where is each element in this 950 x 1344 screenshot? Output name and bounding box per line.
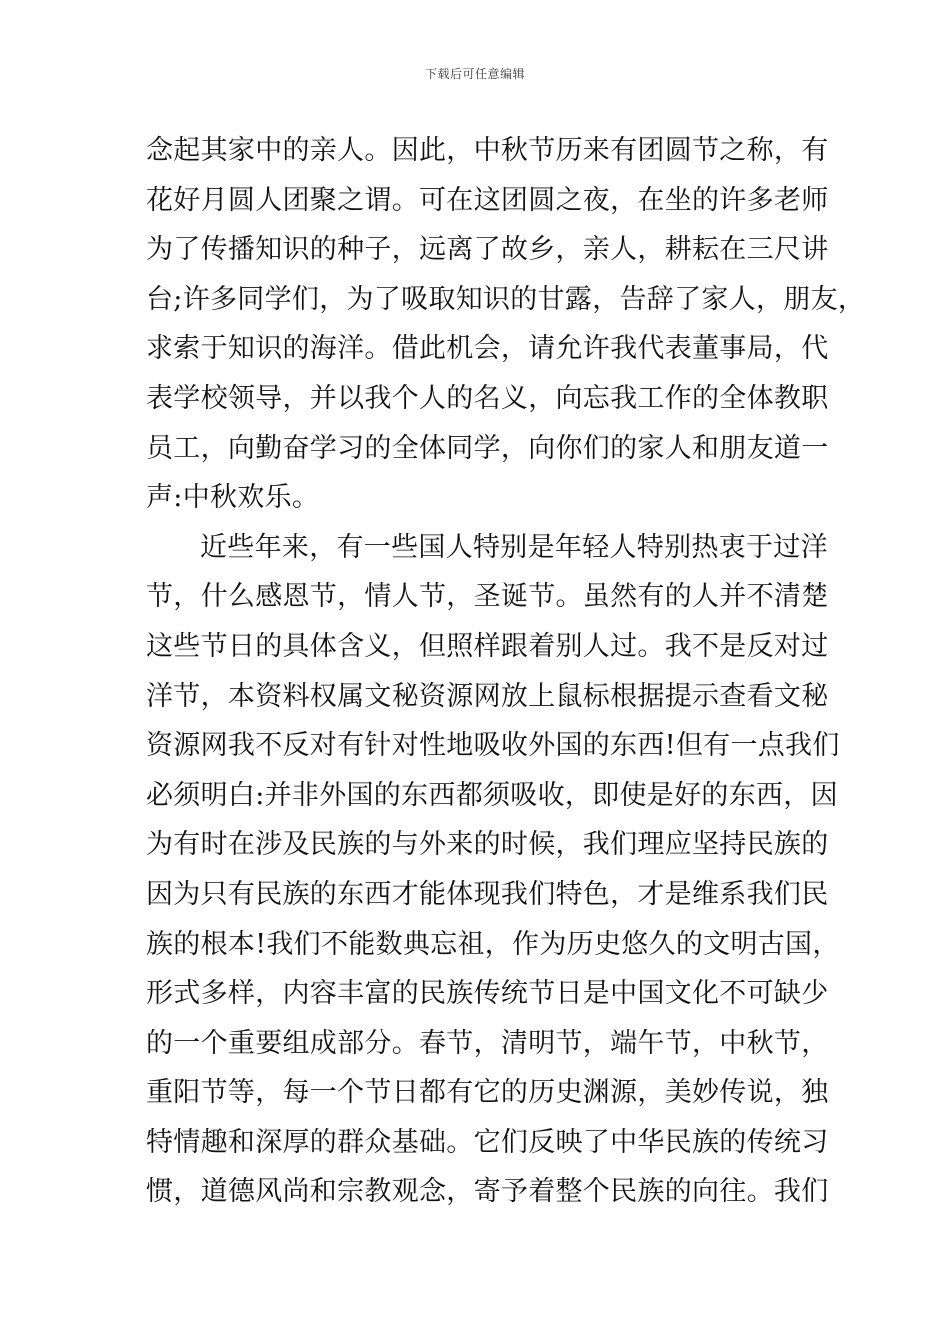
text-line: 求索于知识的海洋。借此机会，请允许我代表董事局，代 — [146, 333, 829, 365]
text-line: 节，什么感恩节，情人节，圣诞节。虽然有的人并不清楚 — [146, 581, 829, 613]
text-line: 资源网我不反对有针对性地吸收外国的东西!但有一点我们 — [146, 730, 840, 762]
page-header-note: 下载后可任意编辑 — [424, 67, 525, 81]
text-line: 必须明白:并非外国的东西都须吸收，即使是好的东西，因 — [146, 779, 838, 811]
text-line: 特情趣和深厚的群众基础。它们反映了中华民族的传统习 — [146, 1126, 829, 1158]
text-line: 因为只有民族的东西才能体现我们特色，才是维系我们民 — [146, 878, 829, 910]
text-line: 表学校领导，并以我个人的名义，向忘我工作的全体教职 — [146, 382, 829, 414]
text-line: 重阳节等，每一个节日都有它的历史渊源，美妙传说，独 — [146, 1077, 829, 1109]
text-line: 惯，道德风尚和宗教观念，寄予着整个民族的向往。我们 — [146, 1176, 829, 1208]
text-line: 为了传播知识的种子，远离了故乡，亲人，耕耘在三尺讲 — [146, 234, 829, 266]
text-line: 洋节，本资料权属文秘资源网放上鼠标根据提示查看文秘 — [146, 680, 829, 712]
paragraph-1 — [146, 126, 866, 523]
text-line-indented: 近些年来，有一些国人特别是年轻人特别热衷于过洋 — [200, 531, 828, 563]
text-line: 形式多样，内容丰富的民族传统节日是中国文化不可缺少 — [146, 978, 829, 1010]
paragraph-2 — [146, 523, 840, 1217]
text-line: 花好月圆人团聚之谓。可在这团圆之夜，在坐的许多老师 — [146, 184, 829, 216]
document-body — [146, 126, 866, 1217]
text-line: 族的根本!我们不能数典忘祖，作为历史悠久的文明古国， — [146, 928, 840, 960]
text-line: 员工，向勤奋学习的全体同学，向你们的家人和朋友道一 — [146, 432, 829, 464]
text-line: 声:中秋欢乐。 — [146, 482, 320, 514]
text-line: 台;许多同学们，为了吸取知识的甘露，告辞了家人，朋友， — [146, 283, 866, 315]
text-line: 的一个重要组成部分。春节，清明节，端午节，中秋节， — [146, 1027, 829, 1059]
text-line: 这些节日的具体含义，但照样跟着别人过。我不是反对过 — [146, 630, 829, 662]
text-line: 为有时在涉及民族的与外来的时候，我们理应坚持民族的 — [146, 829, 829, 861]
text-line: 念起其家中的亲人。因此，中秋节历来有团圆节之称，有 — [146, 135, 829, 166]
